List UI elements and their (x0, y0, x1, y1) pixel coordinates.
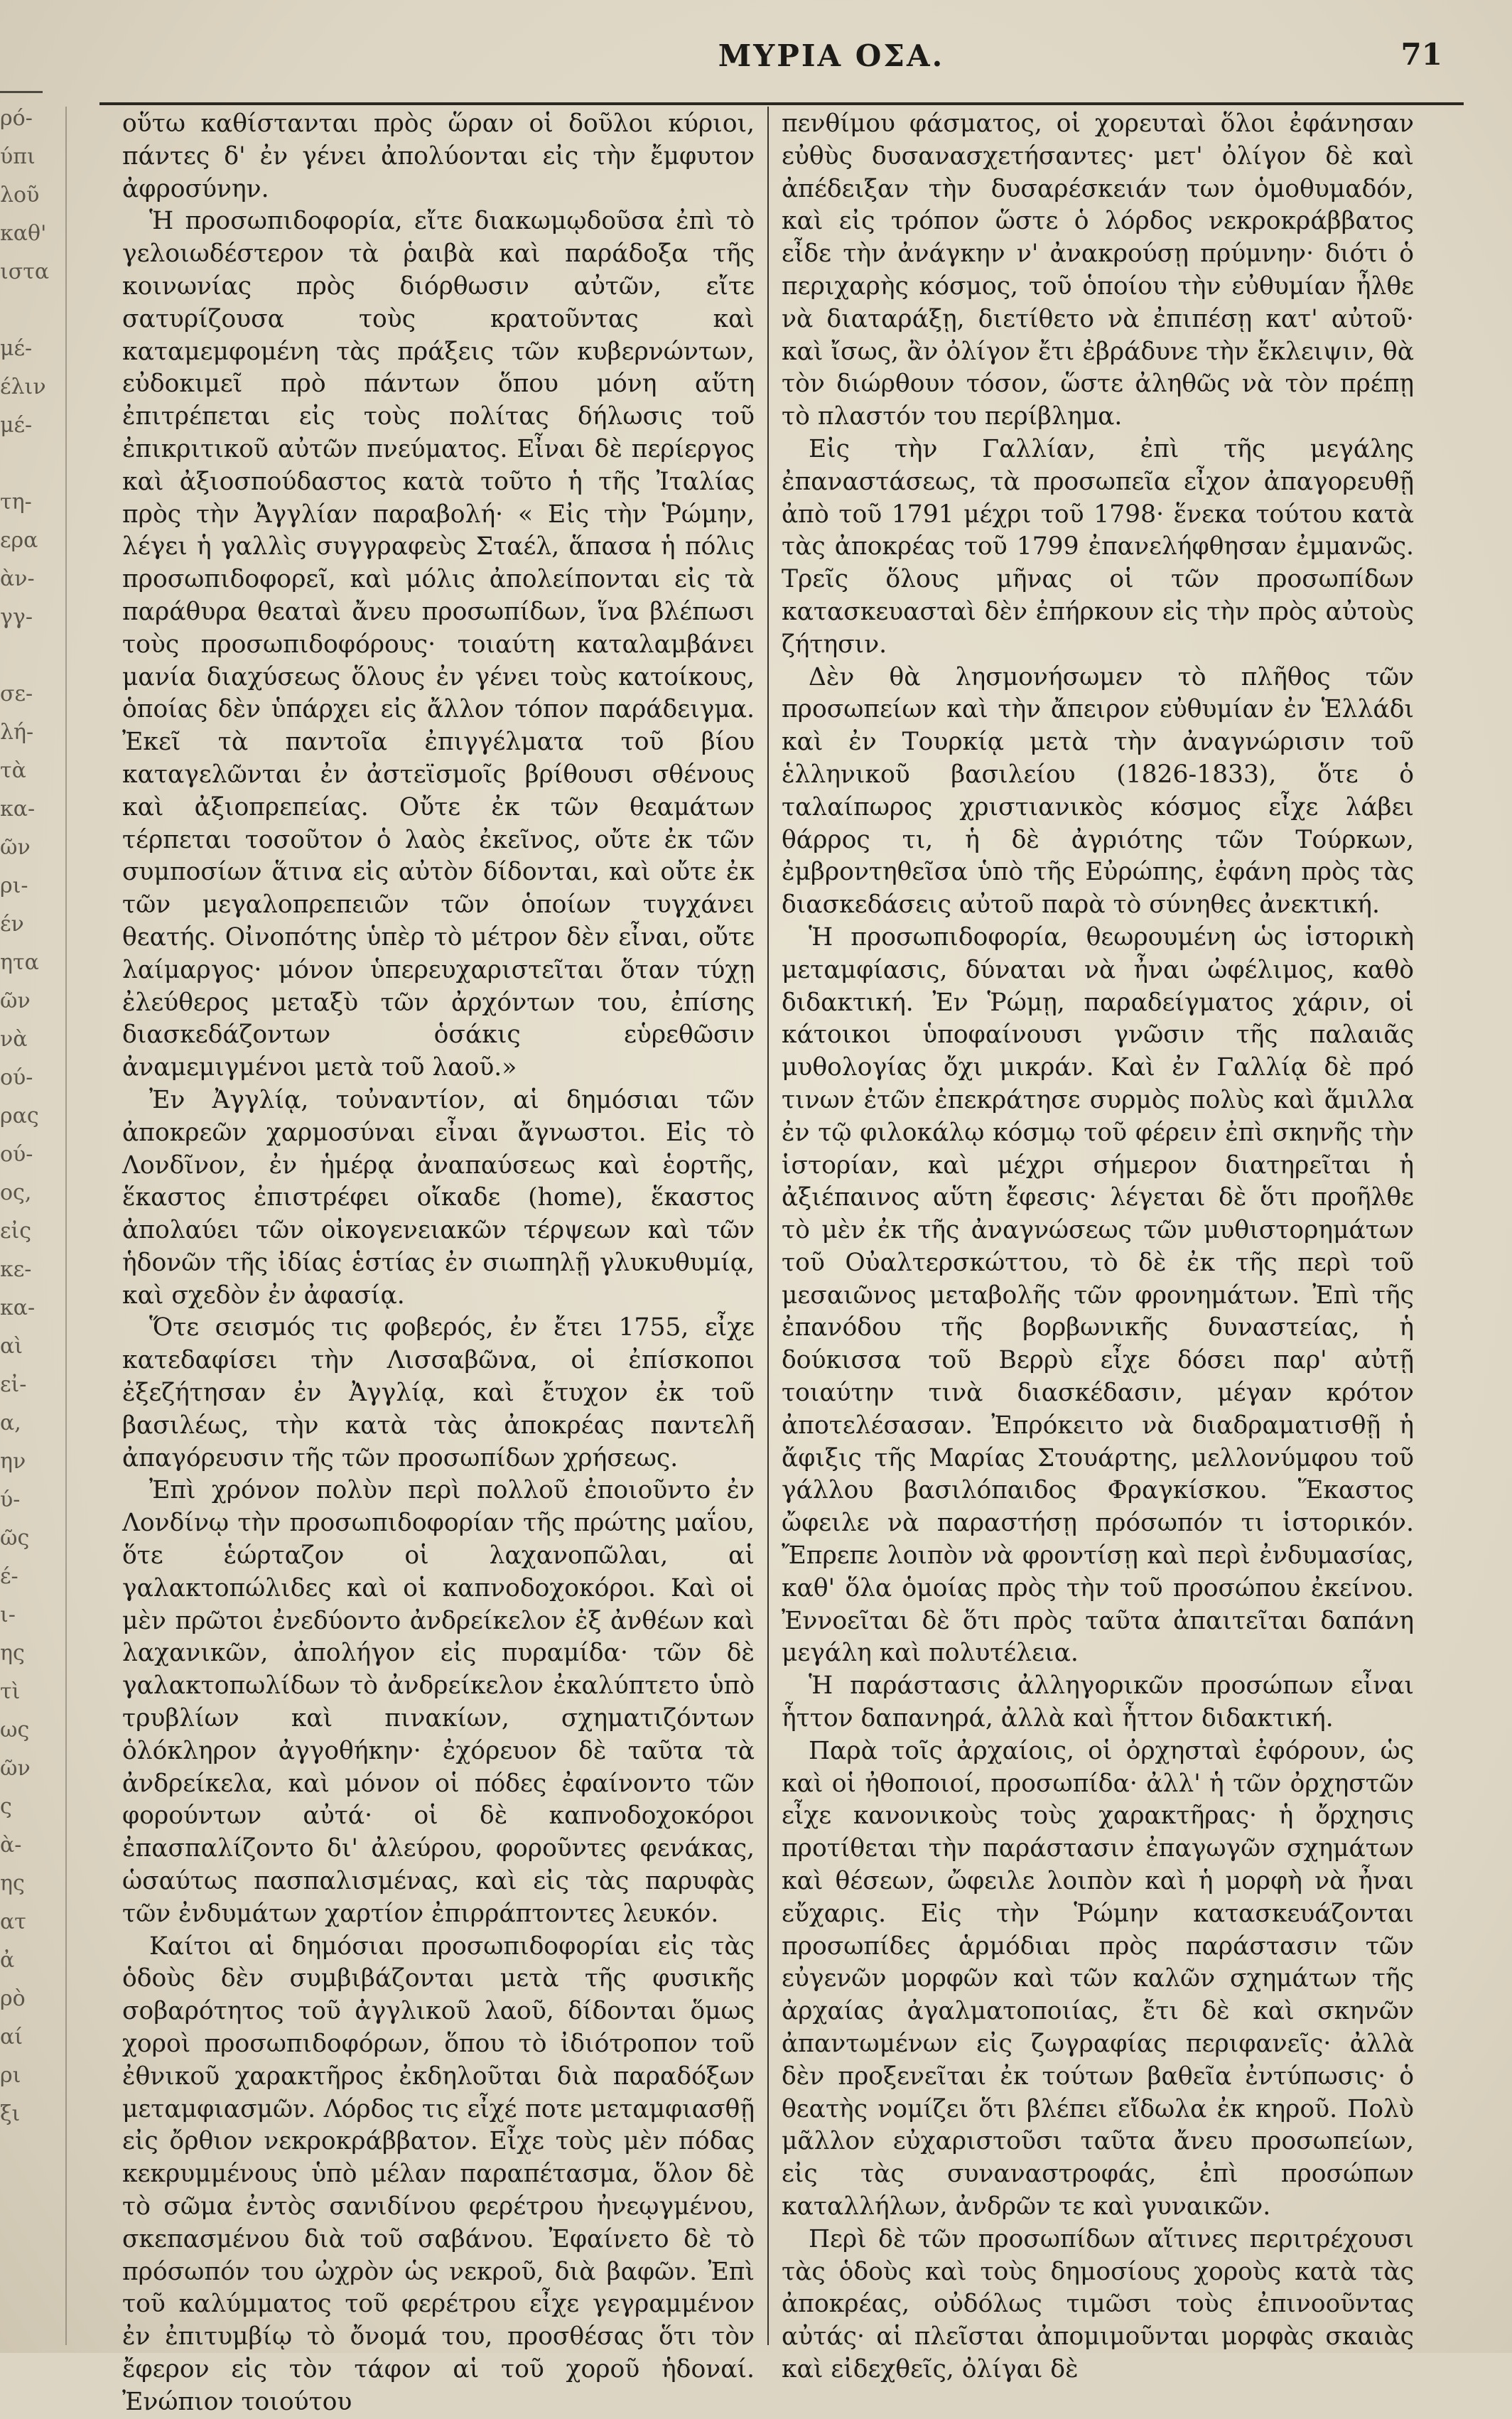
bleed-fragment: λή- (0, 720, 34, 745)
bleed-fragment: ρὸ (0, 1986, 26, 2011)
paragraph: Παρὰ τοῖς ἀρχαίοις, οἱ ὀρχησταὶ ἐφόρουν, ὡς καὶ οἱ ἠθοποιοί, προσωπίδα· ἀλλ' ἡ τῶν ὀρχηστῶν εἶχε κανονικοὺς τοὺς χαρακτῆρας· ἡ ὄρχησις προτίθεται τὴν παράστασιν ἐπαγωγῶν σχημάτων καὶ θέσεων, ὤφειλε λοιπὸν καὶ ἡ μορφὴ νὰ ἦναι εὔχαρις. Εἰς τὴν Ῥώμην κατασκευάζονται προσωπίδες ἁρμόδιαι πρὸς παράστασιν τῶν εὐγενῶν μορφῶν καὶ τῶν καλῶν σχημάτων τῆς ἀρχαίας ἀγαλματοποιίας, ἔτι δὲ καὶ σκηνῶν ἀπαντωμένων εἰς ζωγραφίας περιφανεῖς· ἀλλὰ δὲν προξενεῖται ἐκ τούτων βαθεῖα ἐντύπωσις· ὁ θεατὴς νομίζει ὅτι βλέπει εἴδωλα ἐκ κηροῦ. Πολὺ μᾶλλον εὐχαριστοῦσι ταῦτα ἄνευ προσωπείων, εἰς τὰς συναναστροφάς, ἐπὶ προσώπων καταλλήλων, ἀνδρῶν τε καὶ γυναικῶν. (782, 1736, 1414, 2221)
bleed-fragment: ς (0, 1794, 12, 1819)
paragraph: Δὲν θὰ λησμονήσωμεν τὸ πλῆθος τῶν προσωπείων καὶ τὴν ἄπειρον εὐθυμίαν ἐν Ἑλλάδι καὶ ἐν Τουρκίᾳ μετὰ τὴν ἀναγνώρισιν τοῦ ἑλληνικοῦ βασιλείου (1826-1833), ὅτε ὁ ταλαίπωρος χριστιανικὸς κόσμος εἶχε λάβει θάρρος τι, ἡ δὲ ἀγριότης τῶν Τούρκων, ἐμβροντηθεῖσα ὑπὸ τῆς Εὐρώπης, ἐφάνη πρὸς τὰς διασκεδάσεις αὐτοῦ παρὰ τὸ σύνηθες ἀνεκτική. (782, 662, 1414, 920)
bleed-fragment: ρι (0, 2063, 21, 2088)
bleed-fragment: ως (0, 1718, 30, 1742)
bleed-fragment: κα- (0, 797, 36, 821)
paragraph: Ἡ προσωπιδοφορία, εἴτε διακωμῳδοῦσα ἐπὶ τὸ γελοιωδέστερον τὰ ῥαιβὰ καὶ παράδοξα τῆς κοινωνίας πρὸς διόρθωσιν αὐτῶν, εἴτε σατυρίζουσα τοὺς κρατοῦντας καὶ καταμεμφομένη τὰς πράξεις τῶν κυβερνώντων, εὐδοκιμεῖ πρὸ πάντων ὅπου μόνη αὕτη ἐπιτρέπεται εἰς τοὺς πολίτας δήλωσις τοῦ ἐπικριτικοῦ αὐτῶν πνεύματος. Εἶναι δὲ περίεργος καὶ ἀξιοσπούδαστος κατὰ τοῦτο ἡ τῆς Ἰταλίας πρὸς τὴν Ἀγγλίαν παραβολή· « Εἰς τὴν Ῥώμην, λέγει ἡ γαλλὶς συγγραφεὺς Σταέλ, ἅπασα ἡ πόλις προσωπιδοφορεῖ, καὶ μόλις ἀπολείπονται εἰς τὰ παράθυρα θεαταὶ ἄνευ προσωπίδων, ἵνα βλέπωσι τοὺς προσωπιδοφόρους· τοιαύτη καταλαμβάνει μανία διαχύσεως ὅλους ἐν γένει τοὺς κατοίκους, ὁποίας δὲν ὑπάρχει εἰς ἄλλον τόπον παράδειγμα. Ἐκεῖ τὰ παντοῖα ἐπιγγέλματα τοῦ βίου καταγελῶνται ἐν ἀστεϊσμοῖς βρίθουσι σθένους καὶ ἀξιοπρεπείας. Οὔτε ἐκ τῶν θεαμάτων τέρπεται τοσοῦτον ὁ λαὸς ἐκεῖνος, οὔτε ἐκ τῶν συμποσίων ἅτινα εἰς αὐτὸν δίδονται, καὶ οὔτε ἐκ τῶν μεγαλοπρεπειῶν τῶν ὁποίων τυγχάνει θεατής. Οἰνοπότης ὑπὲρ τὸ μέτρον δὲν εἶναι, οὔτε λαίμαργος· μόνον ὑπερευχαριστεῖται ὅταν τύχῃ ἐλεύθερος μεταξὺ τῶν ἀρχόντων του, ἐπίσης διασκεδάζοντων ὁσάκις εὑρεθῶσιν ἀναμεμιγμένοι μετὰ τοῦ λαοῦ.» (122, 207, 755, 1082)
bleed-fragment: τη- (0, 490, 32, 514)
paragraph: Ἡ παράστασις ἀλληγορικῶν προσώπων εἶναι ἧττον δαπανηρά, ἀλλὰ καὶ ἧττον διδακτική. (782, 1671, 1414, 1733)
bleed-fragment: ξι (0, 2101, 21, 2126)
paragraph: Εἰς τὴν Γαλλίαν, ἐπὶ τῆς μεγάλης ἐπαναστάσεως, τὰ προσωπεῖα εἶχον ἀπαγορευθῇ ἀπὸ τοῦ 1791 μέχρι τοῦ 1798· ἕνεκα τούτου κατὰ τὰς ἀποκρέας τοῦ 1799 ἐπανελήφθησαν ἐμμανῶς. Τρεῖς ὅλους μῆνας οἱ τῶν προσωπίδων κατασκευασταὶ δὲν ἐπήρκουν εἰς τὴν πρὸς αὐτοὺς ζήτησιν. (782, 434, 1414, 659)
bleed-fragment: ύπι (0, 144, 36, 169)
bleed-fragment: ὰ- (0, 1833, 22, 1858)
bleed-fragment (0, 637, 55, 675)
bleed-fragment: ης (0, 1641, 25, 1666)
bleed-fragment: ρό- (0, 106, 33, 131)
bleed-fragment: ατ (0, 1909, 26, 1934)
bleed-fragment: σε- (0, 681, 33, 706)
bleed-fragment: κα- (0, 1295, 36, 1320)
bleed-fragment: έν (0, 912, 24, 937)
bleed-fragment: γγ- (0, 605, 33, 630)
bleed-fragment: ης (0, 1871, 25, 1896)
column-rule (767, 107, 769, 2345)
bleed-fragment: τὰ (0, 758, 26, 783)
paragraph: Περὶ δὲ τῶν προσωπίδων αἵτινες περιτρέχουσι τὰς ὁδοὺς καὶ τοὺς δημοσίους χοροὺς κατὰ τὰς ἀποκρέας, οὐδόλως τιμῶσι τοὺς ἐπινοοῦντας αὐτάς· αἱ πλεῖσται ἀπομιμοῦνται μορφὰς σκαιὰς καὶ εἰδεχθεῖς, ὀλίγαι δὲ (782, 2224, 1414, 2383)
bleed-fragment: α, (0, 1411, 21, 1435)
bleed-fragment: ρας (0, 1104, 39, 1128)
bleed-fragment: εἰς (0, 1219, 32, 1244)
bleed-fragment: ος, (0, 1180, 32, 1205)
right-column (782, 108, 1414, 2386)
bleed-fragment: ύ- (0, 1487, 21, 1512)
bleed-fragment: ην (0, 1449, 26, 1474)
bleed-fragment: μέ- (0, 413, 33, 438)
page-header (99, 31, 1471, 88)
bleed-fragment: αὶ (0, 1334, 23, 1359)
header-rule (99, 102, 1464, 105)
bleed-fragment: λοῦ (0, 183, 40, 208)
bleed-fragment: ιστα (0, 259, 50, 284)
facing-page-bleed (0, 99, 55, 2126)
bleed-fragment: ῶν (0, 835, 31, 860)
bleed-fragment: ού- (0, 1065, 33, 1090)
bleed-fragment: κε- (0, 1257, 32, 1282)
bleed-fragment: τὶ (0, 1679, 21, 1704)
bleed-fragment: εἰ- (0, 1372, 27, 1397)
bleed-fragment: ἀ (0, 1948, 15, 1973)
bleed-fragment: ῶς (0, 1526, 30, 1551)
gutter-line (65, 107, 67, 2345)
bleed-fragment: έ- (0, 1564, 18, 1589)
bleed-fragment: ῶν (0, 988, 31, 1013)
paragraph: οὕτω καθίστανται πρὸς ὥραν οἱ δοῦλοι κύριοι, πάντες δ' ἐν γένει ἀπολύονται εἰς τὴν ἔμφυτον ἀφροσύνην. (122, 109, 755, 203)
bleed-fragment: αί (0, 2025, 23, 2049)
paragraph: Ὅτε σεισμός τις φοβερός, ἐν ἔτει 1755, εἶχε κατεδαφίσει τὴν Λισσαβῶνα, οἱ ἐπίσκοποι ἐξεζήτησαν ἐν Ἀγγλίᾳ, καὶ ἔτυχον ἐκ τοῦ βασιλέως, τὴν κατὰ τὰς ἀποκρέας παντελῆ ἀπαγόρευσιν τῆς τῶν προσωπίδων χρήσεως. (122, 1313, 755, 1472)
paragraph: πενθίμου φάσματος, οἱ χορευταὶ ὅλοι ἐφάνησαν εὐθὺς δυσανασχετήσαντες· μετ' ὀλίγον δὲ καὶ ἀπέδειξαν τὴν δυσαρέσκειάν των ὁμοθυμαδόν, καὶ εἰς τρόπον ὥστε ὁ λόρδος νεκροκράββατος εἶδε τὴν ἀνάγκην ν' ἀνακρούσῃ πρύμνην· διότι ὁ περιχαρὴς κόσμος, τοῦ ὁποίου τὴν εὐθυμίαν ἦλθε νὰ διαταράξῃ, διετίθετο νὰ ἐπιπέσῃ κατ' αὐτοῦ· καὶ ἴσως, ἂν ὀλίγον ἔτι ἐβράδυνε τὴν ἔκλειψιν, θὰ τὸν διώρθουν τόσον, ὥστε ἀληθῶς νὰ τὸν πρέπῃ τὸ πλαστόν του περίβλημα. (782, 109, 1414, 431)
paragraph: Ἡ προσωπιδοφορία, θεωρουμένη ὡς ἱστορικὴ μεταμφίασις, δύναται νὰ ἦναι ὠφέλιμος, καθὸ διδακτική. Ἐν Ῥώμῃ, παραδείγματος χάριν, οἱ κάτοικοι ὑποφαίνουσι γνῶσιν τῆς παλαιᾶς μυθολογίας ὄχι μικράν. Καὶ ἐν Γαλλίᾳ δὲ πρό τινων ἐτῶν ἐπεκράτησε συρμὸς πολὺς καὶ ἅμιλλα ἐν τῷ φιλοκάλῳ κόσμῳ τοῦ φέρειν ἐπὶ σκηνῆς τὴν ἱστορίαν, καὶ μέχρι σήμερον διατηρεῖται ἡ ἀξιέπαινος αὕτη ἔφεσις· λέγεται δὲ ὅτι προῆλθε τὸ μὲν ἐκ τῆς ἀναγνώσεως τῶν μυθιστορημάτων τοῦ Οὐαλτερσκώττου, τὸ δὲ ἐκ τῆς περὶ τοῦ μεσαιῶνος μεταβολῆς τῶν φρονημάτων. Ἐπὶ τῆς ἐπανόδου τῆς βορβωνικῆς δυναστείας, ἡ δούκισσα τοῦ Βερρὺ εἶχε δόσει παρ' αὐτῇ τοιαύτην τινὰ διασκέδασιν, μέγαν κρότον ἀποτελέσασαν. Ἐπρόκειτο νὰ διαδραματισθῇ ἡ ἄφιξις τῆς Μαρίας Στουάρτης, μελλονύμφου τοῦ γάλλου βασιλόπαιδος Φραγκίσκου. Ἕκαστος ὤφειλε νὰ παραστήσῃ πρόσωπόν τι ἱστορικόν. Ἔπρεπε λοιπὸν νὰ φροντίσῃ καὶ περὶ ἐνδυμασίας, καθ' ὅλα ὁμοίας πρὸς τὴν τοῦ προσώπου ἐκείνου. Ἐννοεῖται δὲ ὅτι πρὸς ταῦτα ἀπαιτεῖται δαπάνη μεγάλη καὶ πολυτέλεια. (782, 922, 1414, 1668)
bleed-fragment: ερα (0, 528, 38, 553)
bleed-fragment: καθ' (0, 221, 47, 246)
bleed-fragment: έλιν (0, 375, 46, 399)
page-number: 71 (1400, 37, 1442, 72)
bleed-fragment: ού- (0, 1142, 33, 1167)
bleed-fragment: ρι- (0, 873, 28, 898)
running-title: ΜΥΡΙΑ ΟΣΑ. (718, 38, 945, 73)
bleed-fragment: νὰ (0, 1027, 28, 1052)
left-column (122, 108, 755, 2419)
margin-rule (0, 91, 43, 93)
paragraph: Ἐν Ἀγγλίᾳ, τοὐναντίον, αἱ δημόσιαι τῶν ἀποκρεῶν χαρμοσύναι εἶναι ἄγνωστοι. Εἰς τὸ Λονδῖνον, ἐν ἡμέρᾳ ἀναπαύσεως καὶ ἑορτῆς, ἕκαστος ἐπιστρέφει οἴκαδε (home), ἕκαστος ἀπολαύει τῶν οἰκογενειακῶν τέρψεων καὶ τῶν ἡδονῶν τῆς ἰδίας ἑστίας ἐν σιωπηλῇ γλυκυθυμίᾳ, καὶ σχεδὸν ἐν ἀφασίᾳ. (122, 1085, 755, 1310)
bleed-fragment: μέ- (0, 336, 33, 361)
bleed-fragment (0, 291, 55, 330)
bleed-fragment: ῶν (0, 1756, 31, 1781)
paragraph: Καίτοι αἱ δημόσιαι προσωπιδοφορίαι εἰς τὰς ὁδοὺς δὲν συμβιβάζονται μετὰ τῆς φυσικῆς σοβαρότητος τοῦ ἀγγλικοῦ λαοῦ, δίδονται ὅμως χοροὶ προσωπιδοφόρων, ὅπου τὸ ἰδιότροπον τοῦ ἐθνικοῦ χαρακτῆρος ἐκδηλοῦται διὰ παραδόξων μεταμφιασμῶν. Λόρδος τις εἶχέ ποτε μεταμφιασθῇ εἰς ὄρθιον νεκροκράββατον. Εἶχε τοὺς μὲν πόδας κεκρυμμένους ὑπὸ μέλαν παραπέτασμα, ὅλον δὲ τὸ σῶμα ἐντὸς σανιδίνου φερέτρου ἠνεῳγμένου, σκεπασμένου διὰ τοῦ σαβάνου. Ἐφαίνετο δὲ τὸ πρόσωπόν του ὠχρὸν ὡς νεκροῦ, διὰ βαφῶν. Ἐπὶ τοῦ καλύμματος τοῦ φερέτρου εἶχε γεγραμμένον ἐν ἐπιτυμβίῳ τὸ ὄνομά του, προσθέσας ὅτι τὸν ἔφερον εἰς τὸν τάφον αἱ τοῦ χοροῦ ἡδοναί. Ἐνώπιον τοιούτου (122, 1932, 755, 2416)
bleed-fragment: ητα (0, 950, 39, 975)
bleed-fragment: ι- (0, 1602, 16, 1627)
bleed-fragment (0, 445, 55, 483)
paragraph: Ἐπὶ χρόνον πολὺν περὶ πολλοῦ ἐποιοῦντο ἐν Λονδίνῳ τὴν προσωπιδοφορίαν τῆς πρώτης μαΐου, ὅτε ἑώρταζον οἱ λαχανοπῶλαι, αἱ γαλακτοπώλιδες καὶ οἱ καπνοδοχοκόροι. Καὶ οἱ μὲν πρῶτοι ἐνεδύοντο ἀνδρείκελον ἐξ ἀνθέων καὶ λαχανικῶν, ἀπολήγον εἰς πυραμίδα· τῶν δὲ γαλακτοπωλίδων τὸ ἀνδρείκελον ἐκαλύπτετο ὑπὸ τρυβλίων καὶ πινακίων, σχηματιζόντων ὁλόκληρον ἀγγοθήκην· ἐχόρευον δὲ ταῦτα τὰ ἀνδρείκελα, καὶ μόνον οἱ πόδες ἐφαίνοντο τῶν φορούντων αὐτά· οἱ δὲ καπνοδοχοκόροι ἐπασπαλίζοντο δι' ἀλεύρου, φοροῦντες φενάκας, ὡσαύτως πασπαλισμένας, καὶ εἰς τὰς παρυφὰς τῶν ἐνδυμάτων χαρτίον ἐπιρράπτοντες λευκόν. (122, 1476, 755, 1928)
bleed-fragment: ὰν- (0, 566, 35, 591)
